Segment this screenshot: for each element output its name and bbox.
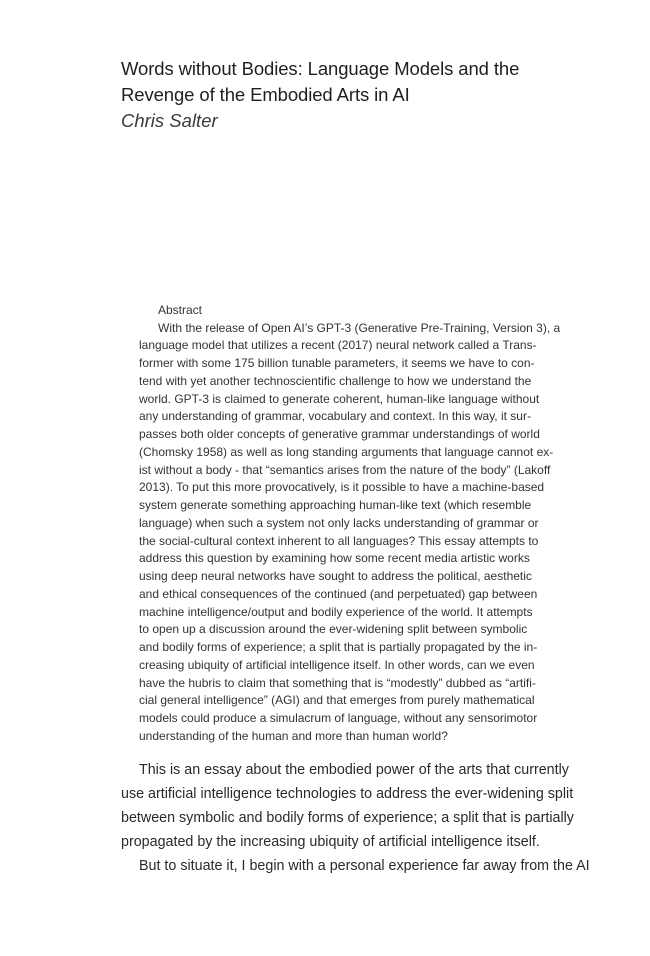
abstract-line: world. GPT-3 is claimed to generate coherent, human-like language without bbox=[139, 391, 540, 406]
abstract-line: models could produce a simulacrum of language, without any sensorimotor bbox=[139, 711, 538, 725]
article-title bbox=[121, 56, 561, 108]
abstract-line: language) when such a system not only lacks understanding of grammar or bbox=[139, 515, 539, 530]
author-name: Chris Salter bbox=[121, 110, 218, 131]
abstract-line: former with some 175 billion tunable parameters, it seems we have to con- bbox=[139, 356, 535, 370]
abstract-line: and bodily forms of experience; a split that is partially propagated by the in- bbox=[139, 640, 538, 654]
abstract-heading: Abstract bbox=[158, 303, 203, 317]
abstract-line: have the hubris to claim that something that is “modestly” dubbed as “artifi- bbox=[139, 675, 536, 690]
abstract-line: any understanding of grammar, vocabulary and context. In this way, it sur- bbox=[139, 409, 531, 424]
abstract-line: (Chomsky 1958) as well as long standing arguments that language cannot ex- bbox=[139, 444, 554, 459]
body-line: This is an essay about the embodied power of the arts that currently bbox=[139, 762, 569, 778]
abstract-line: creasing ubiquity of artificial intelligence itself. In other words, can we even bbox=[139, 657, 535, 672]
abstract-line: to open up a discussion around the ever-widening split between symbolic bbox=[139, 622, 528, 637]
abstract-line: cial general intelligence” (AGI) and that emerges from purely mathematical bbox=[139, 693, 535, 708]
abstract-line: ist without a body - that “semantics arises from the nature of the body” (Lakoff bbox=[139, 462, 551, 477]
body-line: between symbolic and bodily forms of experience; a split that is partially bbox=[121, 810, 574, 826]
abstract-line: and ethical consequences of the continued (and perpetuated) gap between bbox=[139, 586, 538, 601]
abstract-line: system generate something approaching human-like text (which resemble bbox=[139, 498, 532, 512]
article-title-line-1: Words without Bodies: Language Models and the bbox=[121, 58, 520, 79]
article-title-line-2: Revenge of the Embodied Arts in AI bbox=[121, 84, 410, 105]
abstract-line: the social-cultural context inherent to all languages? This essay attempts to bbox=[139, 533, 539, 548]
title-block bbox=[121, 56, 561, 134]
abstract-line: address this question by examining how some recent media artistic works bbox=[139, 551, 530, 566]
body-line: But to situate it, I begin with a personal experience far away from the AI bbox=[139, 858, 590, 874]
abstract-line: passes both older concepts of generative grammar understandings of world bbox=[139, 427, 540, 441]
abstract-section bbox=[139, 302, 579, 746]
body-text bbox=[121, 758, 590, 878]
abstract-line: understanding of the human and more than human world? bbox=[139, 728, 448, 743]
abstract-line: language model that utilizes a recent (2017) neural network called a Trans- bbox=[139, 338, 537, 353]
body-line: propagated by the increasing ubiquity of artificial intelligence itself. bbox=[121, 834, 540, 850]
abstract-line: using deep neural networks have sought to address the political, aesthetic bbox=[139, 569, 532, 583]
abstract-line: machine intelligence/output and bodily experience of the world. It attempts bbox=[139, 604, 533, 619]
abstract-line: With the release of Open AI’s GPT-3 (Generative Pre-Training, Version 3), a bbox=[158, 320, 561, 335]
abstract-line: 2013). To put this more provocatively, is it possible to have a machine-based bbox=[139, 480, 545, 495]
abstract-line: tend with yet another technoscientific challenge to how we understand the bbox=[139, 373, 532, 388]
body-line: use artificial intelligence technologies to address the ever-widening split bbox=[121, 786, 574, 802]
